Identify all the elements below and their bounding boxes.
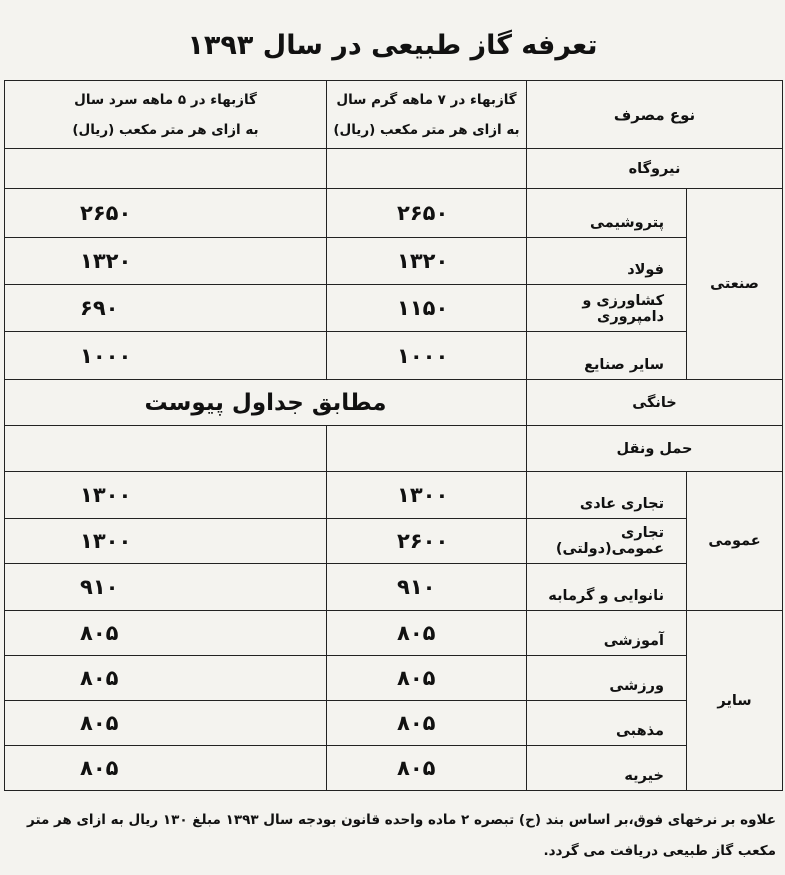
- header-warm-months: [327, 81, 527, 149]
- warm-value: ۱۱۵۰: [327, 285, 527, 332]
- cold-value: ۸۰۵: [5, 611, 327, 656]
- cold-value: ۸۰۵: [5, 746, 327, 791]
- row-label: پتروشیمی: [527, 189, 687, 238]
- row-label: خیریه: [527, 746, 687, 791]
- cold-value: ۱۳۰۰: [5, 519, 327, 564]
- merged-value: مطابق جداول پیوست: [5, 380, 527, 426]
- row-label: فولاد: [527, 238, 687, 285]
- row-label: آموزشی: [527, 611, 687, 656]
- cold-value: ۱۰۰۰: [5, 332, 327, 380]
- table-row: [5, 519, 783, 564]
- row-label: ورزشی: [527, 656, 687, 701]
- warm-value: ۹۱۰: [327, 564, 527, 611]
- warm-value: ۱۳۰۰: [327, 472, 527, 519]
- table-row: [5, 472, 783, 519]
- warm-value: [327, 426, 527, 472]
- warm-value: ۲۶۵۰: [327, 189, 527, 238]
- warm-value: ۱۳۲۰: [327, 238, 527, 285]
- table-row: [5, 149, 783, 189]
- row-label: سایر صنایع: [527, 332, 687, 380]
- table-row: [5, 746, 783, 791]
- cold-value: ۸۰۵: [5, 701, 327, 746]
- row-label: مذهبی: [527, 701, 687, 746]
- table-row: [5, 238, 783, 285]
- warm-value: ۸۰۵: [327, 746, 527, 791]
- cold-value: ۹۱۰: [5, 564, 327, 611]
- tariff-table: [4, 80, 783, 791]
- header-row: [5, 81, 783, 149]
- table-row: [5, 189, 783, 238]
- table-row: [5, 701, 783, 746]
- header-warm-line1: گازبهاء در ۷ ماهه گرم سال: [336, 91, 517, 108]
- warm-value: ۸۰۵: [327, 701, 527, 746]
- table-row: [5, 656, 783, 701]
- cold-value: ۱۳۰۰: [5, 472, 327, 519]
- cold-value: ۲۶۵۰: [5, 189, 327, 238]
- table-row: [5, 285, 783, 332]
- row-label: حمل ونقل: [527, 426, 783, 472]
- warm-value: ۱۰۰۰: [327, 332, 527, 380]
- page-title: تعرفه گاز طبیعی در سال ۱۳۹۳: [187, 30, 598, 61]
- warm-value: ۲۶۰۰: [327, 519, 527, 564]
- table-row: [5, 426, 783, 472]
- warm-value: [327, 149, 527, 189]
- group-label-other: سایر: [687, 611, 783, 791]
- table-row: [5, 611, 783, 656]
- warm-value: ۸۰۵: [327, 611, 527, 656]
- header-cold-line1: گازبهاء در ۵ ماهه سرد سال: [74, 91, 257, 108]
- cold-value: ۸۰۵: [5, 656, 327, 701]
- cold-value: [5, 426, 327, 472]
- table-row: [5, 380, 783, 426]
- table-row: [5, 332, 783, 380]
- cold-value: ۶۹۰: [5, 285, 327, 332]
- header-cold-months: [5, 81, 327, 149]
- group-label-public: عمومی: [687, 472, 783, 611]
- table-row: [5, 564, 783, 611]
- cold-value: [5, 149, 327, 189]
- row-label: تجاری عادی: [527, 472, 687, 519]
- row-label: کشاورزی و دامپروری: [527, 285, 687, 332]
- group-label-industrial: صنعتی: [687, 189, 783, 380]
- footnote: علاوه بر نرخهای فوق،بر اساس بند (ح) تبصره ۲ ماده واحده قانون بودجه سال ۱۳۹۳ مبلغ ۱۳۰ ریال به ازای هر متر مکعب گاز طبیعی دریافت می گردد.: [27, 812, 776, 859]
- row-label: نانوایی و گرمابه: [527, 564, 687, 611]
- header-cold-line2: به ازای هر متر مکعب (ریال): [72, 121, 259, 138]
- header-warm-line2: به ازای هر متر مکعب (ریال): [333, 121, 520, 138]
- row-label: نیروگاه: [527, 149, 783, 189]
- warm-value: ۸۰۵: [327, 656, 527, 701]
- cold-value: ۱۳۲۰: [5, 238, 327, 285]
- row-label: خانگی: [527, 380, 783, 426]
- header-usage-type: نوع مصرف: [527, 81, 783, 149]
- row-label: تجاری عمومی(دولتی): [527, 519, 687, 564]
